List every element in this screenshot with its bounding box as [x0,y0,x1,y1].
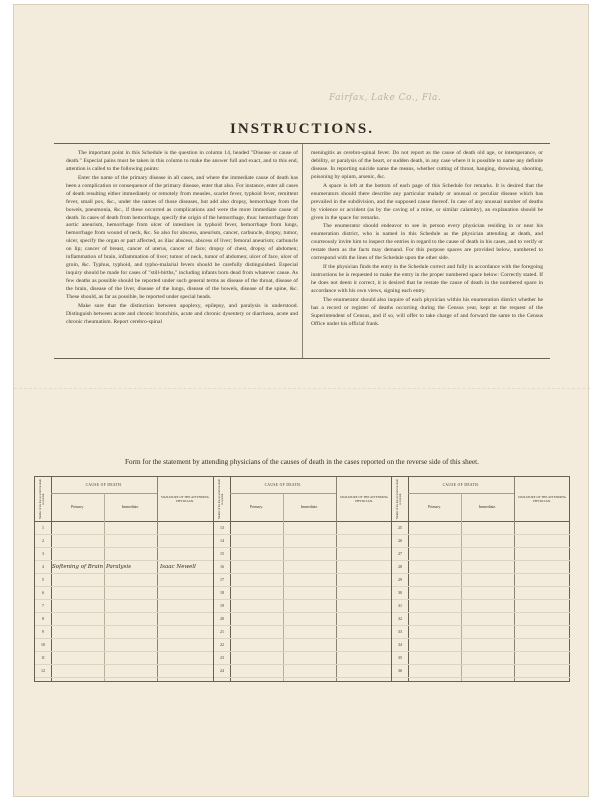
immediate-cause-entry[interactable] [285,599,335,612]
form-row [214,599,392,613]
physician-signature-entry[interactable] [517,651,569,664]
physician-signature-entry[interactable] [517,612,569,625]
line-number: 24 [220,668,224,673]
primary-cause-entry[interactable] [231,547,282,560]
line-number: 5 [42,577,44,582]
primary-cause-entry[interactable] [231,586,282,599]
form-row [35,638,213,652]
form-row [214,560,392,574]
immediate-cause-entry[interactable] [106,547,156,560]
form-row [35,547,213,561]
immediate-cause-entry[interactable] [106,664,156,677]
line-number: 17 [220,577,224,582]
immediate-cause-entry[interactable] [285,573,335,586]
physician-signature-entry[interactable] [339,638,391,651]
line-number: 36 [398,668,402,673]
line-number: 27 [398,551,402,556]
physician-signature-entry[interactable] [339,651,391,664]
immediate-cause-entry[interactable] [106,534,156,547]
line-number: 32 [398,616,402,621]
cause-of-death-header: CAUSE OF DEATH. [408,477,514,494]
primary-cause-entry[interactable] [231,560,282,573]
form-row [214,547,392,561]
primary-cause-entry[interactable] [409,651,460,664]
line-number: 12 [41,668,45,673]
primary-cause-entry[interactable] [409,560,460,573]
line-number: 22 [220,642,224,647]
physician-signature-entry[interactable] [517,573,569,586]
form-row [35,599,213,613]
form-row [214,521,392,535]
immediate-cause-entry[interactable] [285,547,335,560]
immediate-cause-entry[interactable] [106,638,156,651]
immediate-cause-entry[interactable] [106,521,156,534]
physician-signature-entry[interactable] [160,651,212,664]
signature-header: SIGNATURE OF THE ATTENDING PHYSICIAN. [157,477,213,522]
form-row [214,638,392,652]
physician-signature-entry[interactable] [339,599,391,612]
line-number: 31 [398,603,402,608]
primary-cause-entry[interactable] [231,599,282,612]
primary-header: Primary. [51,493,104,522]
signature-header: SIGNATURE OF THE ATTENDING PHYSICIAN. [514,477,570,522]
line-number: 19 [220,603,224,608]
primary-cause-entry[interactable]: Softening of Brain [52,564,103,570]
column-divider [302,144,303,358]
form-row [392,560,570,574]
form-row [392,651,570,665]
cause-of-death-header: CAUSE OF DEATH. [51,477,157,494]
physician-signature-entry[interactable] [339,560,391,573]
form-row [392,625,570,639]
census-sheet [13,4,589,797]
immediate-cause-entry[interactable] [285,638,335,651]
form-row [35,573,213,587]
immediate-cause-entry[interactable] [285,534,335,547]
form-row [214,651,392,665]
immediate-cause-entry[interactable] [463,612,513,625]
form-row [392,534,570,548]
form-row [392,599,570,613]
line-number: 11 [41,655,45,660]
form-row [35,521,213,535]
immediate-cause-entry[interactable] [463,534,513,547]
form-row [392,547,570,561]
primary-cause-entry[interactable] [52,612,103,625]
form-row [392,664,570,678]
physician-signature-entry[interactable] [339,534,391,547]
physician-signature-entry[interactable] [339,586,391,599]
line-number: 20 [220,616,224,621]
page-title: INSTRUCTIONS. [230,121,374,137]
signature-header: SIGNATURE OF THE ATTENDING PHYSICIAN. [336,477,392,522]
form-row [35,612,213,626]
immediate-cause-entry[interactable] [285,651,335,664]
fold-crease [14,388,590,389]
physician-signature-entry[interactable] [517,586,569,599]
primary-cause-entry[interactable] [231,625,282,638]
form-row [392,521,570,535]
immediate-cause-entry[interactable] [463,664,513,677]
instructions-paragraph: The important point in this Schedule is the question in column 14, headed "Disease or cause of death." Especial pains must be taken in this column to make the answer full and exact, and to this end, attention is called to the following points: [66,150,298,172]
form-row [392,612,570,626]
line-number: 1 [42,525,44,530]
physician-signature-entry[interactable] [160,573,212,586]
immediate-cause-entry[interactable] [463,573,513,586]
line-number: 28 [398,564,402,569]
immediate-cause-entry[interactable] [463,521,513,534]
physician-signature-entry[interactable] [517,599,569,612]
form-row [35,651,213,665]
line-number: 6 [42,590,44,595]
primary-cause-entry[interactable] [52,534,103,547]
primary-cause-entry[interactable] [231,534,282,547]
form-row [214,586,392,600]
primary-cause-entry[interactable] [409,586,460,599]
line-number-header [214,477,230,522]
primary-cause-entry[interactable] [231,521,282,534]
form-row [214,612,392,626]
line-number: 9 [42,629,44,634]
physician-signature-entry[interactable] [160,625,212,638]
primary-cause-entry[interactable] [409,534,460,547]
physician-signature-entry[interactable] [160,521,212,534]
physician-signature-entry[interactable]: Isaac Newell [160,564,196,570]
primary-header: Primary. [230,493,283,522]
line-number: 3 [42,551,44,556]
physician-signature-entry[interactable] [339,612,391,625]
instructions-right-column [311,150,543,330]
line-number: 35 [398,655,402,660]
line-number: 30 [398,590,402,595]
physician-signature-entry[interactable] [160,547,212,560]
line-number-header-text: Number of the line on which the death is reported. [218,479,224,519]
immediate-cause-entry[interactable] [285,664,335,677]
form-row [35,664,213,678]
immediate-cause-entry[interactable]: Paralysis [106,564,131,570]
form-title: Form for the statement by attending physicians of the causes of death in the cases reported on the reverse side of this sheet. [125,458,479,466]
line-number-header-text: Number of the line on which the death is reported. [39,479,45,519]
physician-signature-entry[interactable] [160,664,212,677]
line-number: 10 [41,642,45,647]
physician-signature-entry[interactable] [339,625,391,638]
line-number: 34 [398,642,402,647]
physician-signature-entry[interactable] [160,586,212,599]
primary-cause-entry[interactable] [52,651,103,664]
form-row [214,534,392,548]
primary-cause-entry[interactable] [52,599,103,612]
primary-cause-entry[interactable] [231,638,282,651]
immediate-header: Immediate. [104,493,157,522]
physician-signature-entry[interactable] [339,521,391,534]
primary-cause-entry[interactable] [52,521,103,534]
form-row [35,534,213,548]
primary-cause-entry[interactable] [409,547,460,560]
physician-signature-entry[interactable] [160,599,212,612]
immediate-cause-entry[interactable] [463,651,513,664]
instructions-paragraph: The enumerator should endeavor to see in person every physician residing in or near his enumeration district, who is named in this Schedule as the physician attending at death, and courteously invite him to inspect the entries in regard to the cause of death in his cases, and to verify or restate them as the facts may demand. For this purpose spaces are provided below, numbered to correspond with the lines of the Schedule upon the other side. [311,223,543,262]
immediate-cause-entry[interactable] [463,586,513,599]
line-number: 16 [220,564,224,569]
primary-cause-entry[interactable] [409,638,460,651]
line-number: 4 [42,564,44,569]
immediate-cause-entry[interactable] [463,560,513,573]
form-row [35,560,213,574]
instructions-box [54,144,550,359]
immediate-cause-entry[interactable] [463,625,513,638]
physician-signature-entry[interactable] [517,638,569,651]
line-number: 23 [220,655,224,660]
line-number-header-text: Number of the line on which the death is reported. [396,479,402,519]
primary-cause-entry[interactable] [409,664,460,677]
physician-signature-entry[interactable] [517,547,569,560]
line-number: 2 [42,538,44,543]
primary-cause-entry[interactable] [52,638,103,651]
immediate-header: Immediate. [283,493,336,522]
primary-cause-entry[interactable] [231,664,282,677]
form-row [214,664,392,678]
primary-header: Primary. [408,493,461,522]
line-number: 18 [220,590,224,595]
primary-cause-entry[interactable] [409,612,460,625]
physician-signature-entry[interactable] [339,664,391,677]
instructions-paragraph: meningitis as cerebro-spinal fever. Do not report as the cause of death old age, or intemperance, or debility, or paralysis of the heart, or sudden death, in any case where it is possible to name any definite disease. In reporting suicide name the means, whether cutting of throat, hanging, drowning, shooting, poisoning by opium, arsenic, &c. [311,150,543,180]
line-number-header [35,477,51,522]
primary-cause-entry[interactable] [52,547,103,560]
instructions-paragraph: Make sure that the distinction between apoplexy, epilepsy, and paralysis is understood. Distinguish between acute and chronic bronchitis, acute and chronic dysentery or diarrhoea, acute and chronic rheumatism. Report cerebro-spinal [66,302,298,325]
form-row [392,638,570,652]
form-row [35,586,213,600]
form-block [213,477,392,681]
physician-signature-entry[interactable] [517,664,569,677]
line-number: 8 [42,616,44,621]
form-row [35,625,213,639]
physician-signature-entry[interactable] [517,521,569,534]
line-number: 25 [398,525,402,530]
primary-cause-entry[interactable] [231,612,282,625]
immediate-cause-entry[interactable] [463,547,513,560]
form-row [392,573,570,587]
immediate-cause-entry[interactable] [106,586,156,599]
primary-cause-entry[interactable] [52,625,103,638]
physician-signature-entry[interactable] [160,638,212,651]
primary-cause-entry[interactable] [52,586,103,599]
primary-cause-entry[interactable] [231,651,282,664]
immediate-cause-entry[interactable] [106,651,156,664]
primary-cause-entry[interactable] [409,599,460,612]
immediate-cause-entry[interactable] [106,573,156,586]
primary-cause-entry[interactable] [52,573,103,586]
primary-cause-entry[interactable] [409,573,460,586]
physician-signature-entry[interactable] [160,612,212,625]
primary-cause-entry[interactable] [409,521,460,534]
physician-signature-entry[interactable] [517,625,569,638]
line-number: 26 [398,538,402,543]
primary-cause-entry[interactable] [52,664,103,677]
immediate-cause-entry[interactable] [285,560,335,573]
form-row [392,586,570,600]
physician-signature-entry[interactable] [160,534,212,547]
primary-cause-entry[interactable] [409,625,460,638]
instructions-left-column [66,150,298,328]
immediate-cause-entry[interactable] [463,599,513,612]
line-number: 29 [398,577,402,582]
cause-of-death-header: CAUSE OF DEATH. [230,477,336,494]
physician-signature-entry[interactable] [517,534,569,547]
immediate-cause-entry[interactable] [106,612,156,625]
immediate-cause-entry[interactable] [106,625,156,638]
immediate-cause-entry[interactable] [285,612,335,625]
line-number: 14 [220,538,224,543]
immediate-cause-entry[interactable] [106,599,156,612]
physician-signature-entry[interactable] [339,547,391,560]
line-number: 7 [42,603,44,608]
immediate-cause-entry[interactable] [285,625,335,638]
immediate-header: Immediate. [461,493,514,522]
form-row [214,573,392,587]
primary-cause-entry[interactable] [231,573,282,586]
form-row [214,625,392,639]
line-number: 15 [220,551,224,556]
immediate-cause-entry[interactable] [463,638,513,651]
immediate-cause-entry[interactable] [285,586,335,599]
form-block [35,477,213,681]
line-number-header [392,477,408,522]
instructions-paragraph: A space is left at the bottom of each page of this Schedule for remarks. It is desired that the enumerators should there describe any particular malady or unusual or peculiar disease which has prevailed in the subdivision, and the supposed cause thereof. In case of any unusual number of deaths by violence or accident (as by the caving of a mine, or similar calamity), an explanation should be given in the space for remarks. [311,182,543,221]
form-block [391,477,570,681]
line-number: 13 [220,525,224,530]
physician-signature-entry[interactable] [339,573,391,586]
instructions-paragraph: Enter the name of the primary disease in all cases, and where the immediate cause of death has been a complication or consequence of the primary disease, enter that also. For instance, enter all cases of death resulting either immediately or remotely from measles, scarlet fever, typhoid fever, remittent fever, small pox, &c., under the names of those diseases, but add also dropsy, hemorrhage from the bowels, pneumonia, &c., if these occurred as complications and were the more immediate cause of death. In cases of death from hemorrhage, specify the origin of the hemorrhage, thus: hemorrhage from aortic aneurism, hemorrhage from ulcer of intestines in typhoid fever, hemorrhage from lungs, hemorrhage from wound of neck, &c. So also for abscess, aneurism, cancer, carbuncle, dropsy, tumor, ulcer, specify the organ or part affected, as iliac abscess, abscess of liver; femoral aneurism; carbuncle on lip; cancer of breast, cancer of uterus, cancer of face; dropsy of chest, dropsy of abdomen; inflammation of brain, inflammation of liver; tumor of neck, tumor of abdomen; ulcer of face, ulcer of groin, &c. Typhus, typhoid, and typho-malarial fevers should be carefully distinguished. Especial inquiry should be made for cases of "still-births," including infants born dead from whatever cause. As few deaths as possible should be reported under such general terms as disease of the throat, disease of the brain, disease of the liver, disease of the lungs, disease of the bowels, disease of the spine, &c. These should, as far as possible, be reported under special heads. [66,174,298,300]
instructions-paragraph: The enumerator should also inquire of each physician within his enumeration district whether he has a record or register of deaths occurring during the Census year, kept at the request of the Superintendent of Census, and if so, will offer to take charge of and forward the same to the Census Office under his official frank. [311,296,543,327]
immediate-cause-entry[interactable] [285,521,335,534]
instructions-paragraph: If the physician finds the entry in the Schedule correct and fully in accordance with the foregoing instructions he is requested to make the entry in the proper numbered space below: Correctly stated. If he does not deem it correct, it is desired that he restate the cause of death in the numbered space in accordance with his own views, signing each entry. [311,264,543,294]
line-number: 21 [220,629,224,634]
pencil-note: Fairfax, Lake Co., Fla. [329,93,442,103]
line-number: 33 [398,629,402,634]
physician-form-table [34,476,570,682]
physician-signature-entry[interactable] [517,560,569,573]
